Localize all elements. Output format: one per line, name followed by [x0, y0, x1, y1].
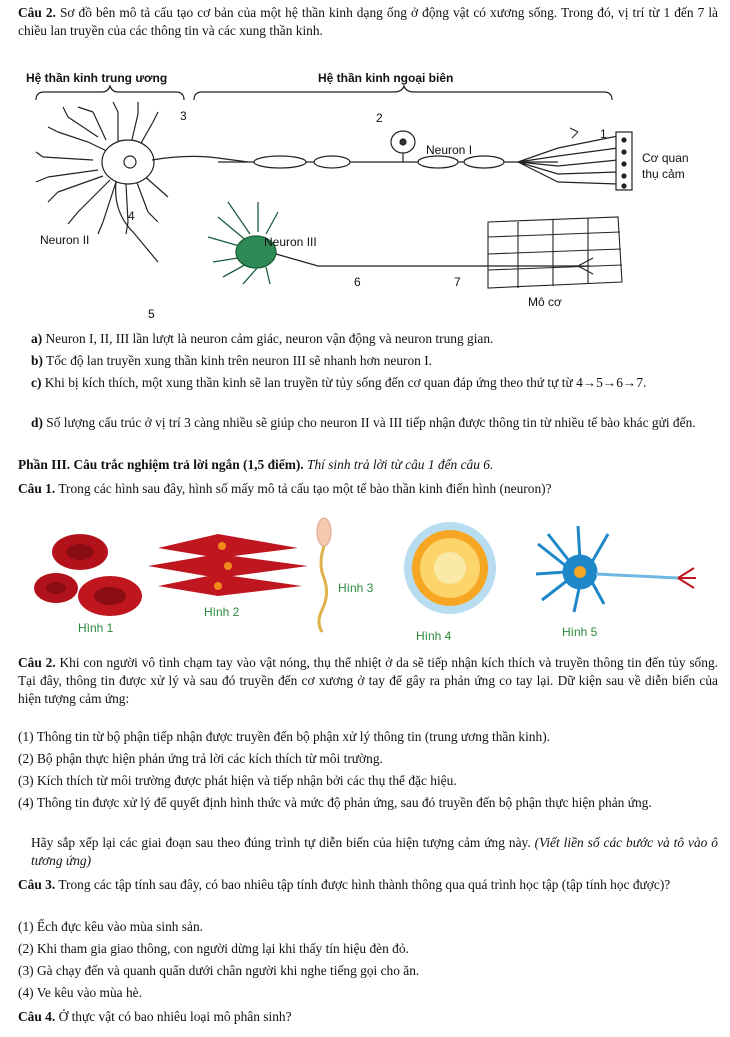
neuron-1-label: Neuron I — [426, 143, 473, 157]
part-title: Phần III. Câu trắc nghiệm trả lời ngắn (1,5 điểm). — [18, 457, 304, 472]
task-note: (Viết liền số các bước và tô vào ô tương ứng) — [31, 835, 718, 868]
position-5: 5 — [148, 307, 155, 321]
question-label: Câu 4. — [18, 1009, 56, 1024]
question-text: Trong các hình sau đây, hình số mấy mô tả cấu tạo một tế bào thần kinh điển hình (neuron)? — [55, 481, 552, 496]
neuron-1 — [218, 131, 632, 190]
central-nervous-system-label: Hệ thần kinh trung ương — [26, 71, 168, 85]
position-4: 4 — [128, 209, 135, 223]
question-text: Sơ đồ bên mô tả cấu tạo cơ bản của một hệ thần kinh dạng ống ở động vật có xương sống. Trong đó, vị trí từ 1 đến 7 là chiều lan truyền của các thông tin và các xung thần kinh. — [18, 5, 718, 38]
question-label: Câu 3. — [18, 877, 56, 892]
figure-4-egg-cell — [404, 522, 496, 614]
behavior-3: (3) Gà chạy đến và quanh quẩn dưới chân người khi nghe tiếng gọi cho ăn. — [18, 963, 420, 978]
question-3-stem — [18, 876, 718, 894]
statement-4: (4) Thông tin được xử lý để quyết định hình thức và mức độ phản ứng, sau đó truyền đến bộ phận thực hiện phản ứng. — [18, 795, 652, 810]
statement-1: (1) Thông tin từ bộ phận tiếp nhận được truyền đến bộ phận xử lý thông tin (trung ương thần kinh). — [18, 729, 550, 744]
figure-1-label: Hình 1 — [78, 621, 114, 635]
question-text: Trong các tập tính sau đây, có bao nhiêu tập tính được hình thành thông qua quá trình học tập (tập tính học được)? — [55, 877, 671, 892]
position-1: 1 — [600, 127, 607, 141]
question-4-stem — [18, 1008, 718, 1026]
option-text: Tốc độ lan truyền xung thần kinh trên neuron III sẽ nhanh hơn neuron I. — [42, 353, 433, 368]
neuron-2-label: Neuron II — [40, 233, 90, 247]
option-text: Neuron I, II, III lần lượt là neuron cảm giác, neuron vận động và neuron trung gian. — [42, 331, 494, 346]
position-3: 3 — [180, 109, 187, 123]
behavior-2: (2) Khi tham gia giao thông, con người dừng lại khi thấy tín hiệu đèn đỏ. — [18, 941, 409, 956]
question-2-task — [31, 834, 718, 870]
behavior-1: (1) Ếch đực kêu vào mùa sinh sản. — [18, 919, 204, 934]
option-text: Số lượng cấu trúc ở vị trí 3 càng nhiều sẽ giúp cho neuron II và III tiếp nhận được thông tin từ nhiều tế bào khác gửi đến. — [42, 415, 696, 430]
behavior-4: (4) Ve kêu vào mùa hè. — [18, 985, 142, 1000]
figure-1-red-blood-cells — [34, 534, 142, 616]
option-label: b) — [31, 353, 43, 368]
statement-3: (3) Kích thích từ môi trường được phát hiện và tiếp nhận bởi các thụ thể đặc hiệu. — [18, 773, 457, 788]
part-note: Thí sinh trả lời từ câu 1 đến câu 6. — [303, 457, 494, 472]
figure-5-label: Hình 5 — [562, 625, 598, 639]
figure-4-label: Hình 4 — [416, 629, 452, 643]
option-d — [31, 414, 718, 432]
muscle-label: Mô cơ — [528, 295, 562, 309]
impulse-arrow-neuron-1 — [570, 128, 578, 138]
option-c — [31, 374, 718, 392]
question-1-stem — [18, 480, 718, 498]
figure-5-neuron — [536, 526, 696, 612]
figure-2-label: Hình 2 — [204, 605, 240, 619]
cell-figures — [18, 504, 718, 644]
question-text: Khi con người vô tình chạm tay vào vật nóng, thụ thể nhiệt ở da sẽ tiếp nhận kích thích và truyền thông tin đến tủy sống. Tại đây, thông tin được xử lý và sau đó truyền đến cơ xương ở tay để gây ra phản ứng co tay lại. Dữ kiện sau về diễn biến của hiện tượng cảm ứng: — [18, 655, 718, 706]
part-3-heading — [18, 456, 718, 474]
question-label: Câu 2. — [18, 655, 56, 670]
question-2-short-stem — [18, 654, 718, 708]
receptor-label-2: thụ cảm — [642, 167, 685, 181]
question-2-stem — [18, 4, 718, 40]
nervous-system-diagram — [18, 62, 718, 324]
position-7: 7 — [454, 275, 461, 289]
option-a — [31, 330, 718, 348]
muscle-tissue — [488, 217, 622, 288]
peripheral-brace — [194, 86, 612, 100]
option-label: d) — [31, 415, 43, 430]
receptor-label-1: Cơ quan — [642, 151, 689, 165]
figure-3-label: Hình 3 — [338, 581, 374, 595]
central-brace — [36, 86, 184, 100]
option-b — [31, 352, 718, 370]
question-text: Ở thực vật có bao nhiêu loại mô phân sinh? — [55, 1009, 292, 1024]
option-label: a) — [31, 331, 43, 346]
position-6: 6 — [354, 275, 361, 289]
figure-2-smooth-muscle-cells — [148, 534, 308, 596]
question-label: Câu 1. — [18, 481, 56, 496]
peripheral-nervous-system-label: Hệ thần kinh ngoại biên — [318, 71, 454, 85]
neuron-3-label: Neuron III — [264, 235, 317, 249]
question-label: Câu 2. — [18, 5, 56, 20]
position-2: 2 — [376, 111, 383, 125]
option-label: c) — [31, 375, 42, 390]
task-text: Hãy sắp xếp lại các giai đoạn sau theo đúng trình tự diễn biến của hiện tượng cảm ứng này. — [31, 835, 531, 850]
statement-2: (2) Bộ phận thực hiện phản ứng trả lời các kích thích từ môi trường. — [18, 751, 383, 766]
figure-3-sperm-cell — [317, 518, 331, 632]
option-text: Khi bị kích thích, một xung thần kinh sẽ lan truyền từ tủy sống đến cơ quan đáp ứng theo thứ tự từ 4→5→6→7. — [41, 375, 647, 390]
